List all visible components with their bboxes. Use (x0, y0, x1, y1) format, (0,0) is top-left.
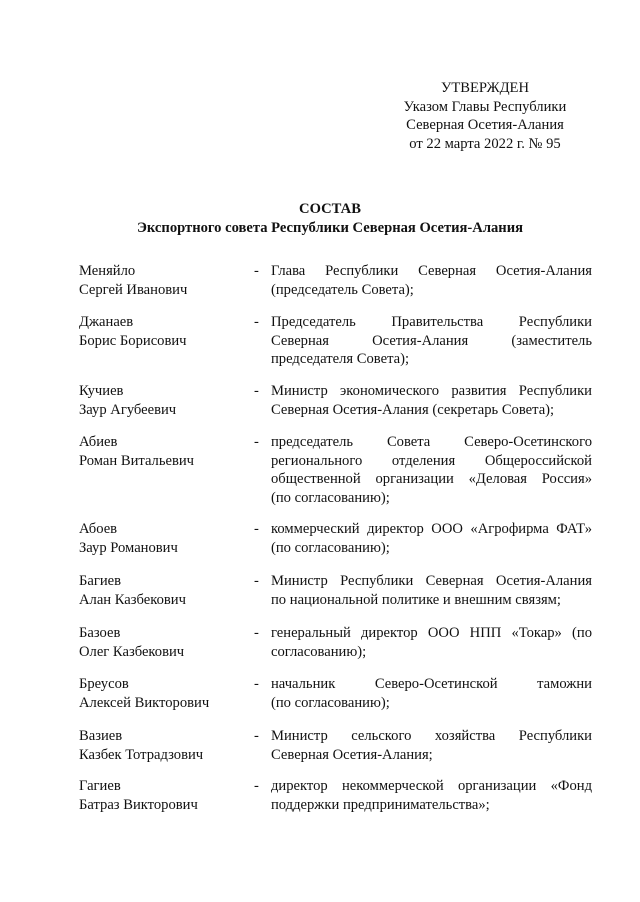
entry-dash: - (254, 314, 259, 330)
title-subheading: Экспортного совета Республики Северная Осетия-Алания (136, 219, 524, 236)
role-line: директор некоммерческой организации «Фонд (271, 778, 592, 794)
role-line: Министр сельского хозяйства Республики (271, 728, 592, 744)
role-line: генеральный директор ООО НПП «Токар» (по (271, 625, 592, 641)
member-surname: Бреусов (79, 676, 129, 692)
role-line: поддержки предпринимательства»; (271, 796, 490, 813)
role-line: Северная Осетия-Алания (заместитель (271, 332, 592, 349)
member-surname: Меняйло (79, 263, 136, 279)
approval-stamp (360, 79, 610, 153)
member-surname: Кучиев (79, 383, 124, 399)
member-given-name: Алексей Викторович (79, 694, 210, 711)
member-name (79, 433, 249, 470)
entry-dash: - (254, 434, 259, 450)
entry-dash: - (254, 573, 259, 589)
role-line: (по согласованию); (271, 489, 390, 506)
approval-line: УТВЕРЖДЕН (441, 80, 529, 96)
member-surname: Абиев (79, 434, 118, 450)
member-name (79, 727, 249, 764)
member-surname: Вазиев (79, 728, 123, 744)
member-name (79, 572, 249, 609)
entry-dash: - (254, 625, 259, 641)
role-line: (председатель Совета); (271, 281, 414, 298)
member-name (79, 382, 249, 419)
role-line: Северная Осетия-Алания (секретарь Совета); (271, 401, 555, 418)
member-role (271, 313, 592, 369)
member-role (271, 572, 592, 609)
role-line: Министр Республики Северная Осетия-Алания (271, 573, 592, 589)
entry-dash: - (254, 263, 259, 279)
role-line: Глава Республики Северная Осетия-Алания (271, 263, 592, 279)
member-given-name: Казбек Тотрадзович (79, 746, 204, 763)
member-name (79, 675, 249, 712)
entry-dash: - (254, 778, 259, 794)
member-given-name: Алан Казбекович (79, 591, 186, 608)
member-given-name: Роман Витальевич (79, 452, 195, 469)
role-line: (по согласованию); (271, 694, 390, 711)
role-line: согласованию); (271, 643, 367, 660)
role-line: по национальной политике и внешним связям; (271, 591, 561, 608)
role-line: Северная Осетия-Алания; (271, 746, 433, 763)
member-role (271, 675, 592, 712)
role-line: председателя Совета); (271, 351, 410, 367)
member-role (271, 727, 592, 764)
entry-dash: - (254, 521, 259, 537)
member-surname: Базоев (79, 625, 121, 641)
member-role (271, 624, 592, 661)
member-given-name: Борис Борисович (79, 332, 187, 349)
member-name (79, 777, 249, 814)
member-role (271, 382, 592, 419)
member-given-name: Олег Казбекович (79, 643, 185, 660)
role-line: коммерческий директор ООО «Агрофирма ФАТ» (271, 521, 592, 537)
role-line: регионального отделения Общероссийской (271, 452, 592, 469)
member-role (271, 520, 592, 557)
member-given-name: Сергей Иванович (79, 281, 188, 298)
member-surname: Гагиев (79, 778, 121, 794)
member-surname: Абоев (79, 521, 118, 537)
member-given-name: Заур Романович (79, 539, 178, 556)
member-given-name: Заур Агубеевич (79, 401, 177, 418)
member-name (79, 313, 249, 350)
approval-line: от 22 марта 2022 г. № 95 (409, 135, 561, 152)
member-name (79, 624, 249, 661)
document-title (40, 200, 620, 237)
entry-dash: - (254, 728, 259, 744)
title-heading: СОСТАВ (299, 201, 361, 217)
member-given-name: Батраз Викторович (79, 796, 198, 813)
role-line: начальник Северо-Осетинской таможни (271, 676, 592, 692)
member-surname: Джанаев (79, 314, 134, 330)
entry-dash: - (254, 676, 259, 692)
approval-line: Указом Главы Республики (403, 98, 567, 115)
role-line: Председатель Правительства Республики (271, 314, 592, 330)
member-role (271, 777, 592, 814)
role-line: (по согласованию); (271, 539, 390, 556)
approval-line: Северная Осетия-Алания (406, 117, 564, 133)
member-name (79, 520, 249, 557)
entry-dash: - (254, 383, 259, 399)
role-line: общественной организации «Деловая Россия» (271, 471, 592, 487)
member-role (271, 262, 592, 299)
member-name (79, 262, 249, 299)
member-surname: Багиев (79, 573, 122, 589)
role-line: Министр экономического развития Республики (271, 383, 592, 399)
member-role (271, 433, 592, 507)
role-line: председатель Совета Северо-Осетинского (271, 434, 592, 450)
